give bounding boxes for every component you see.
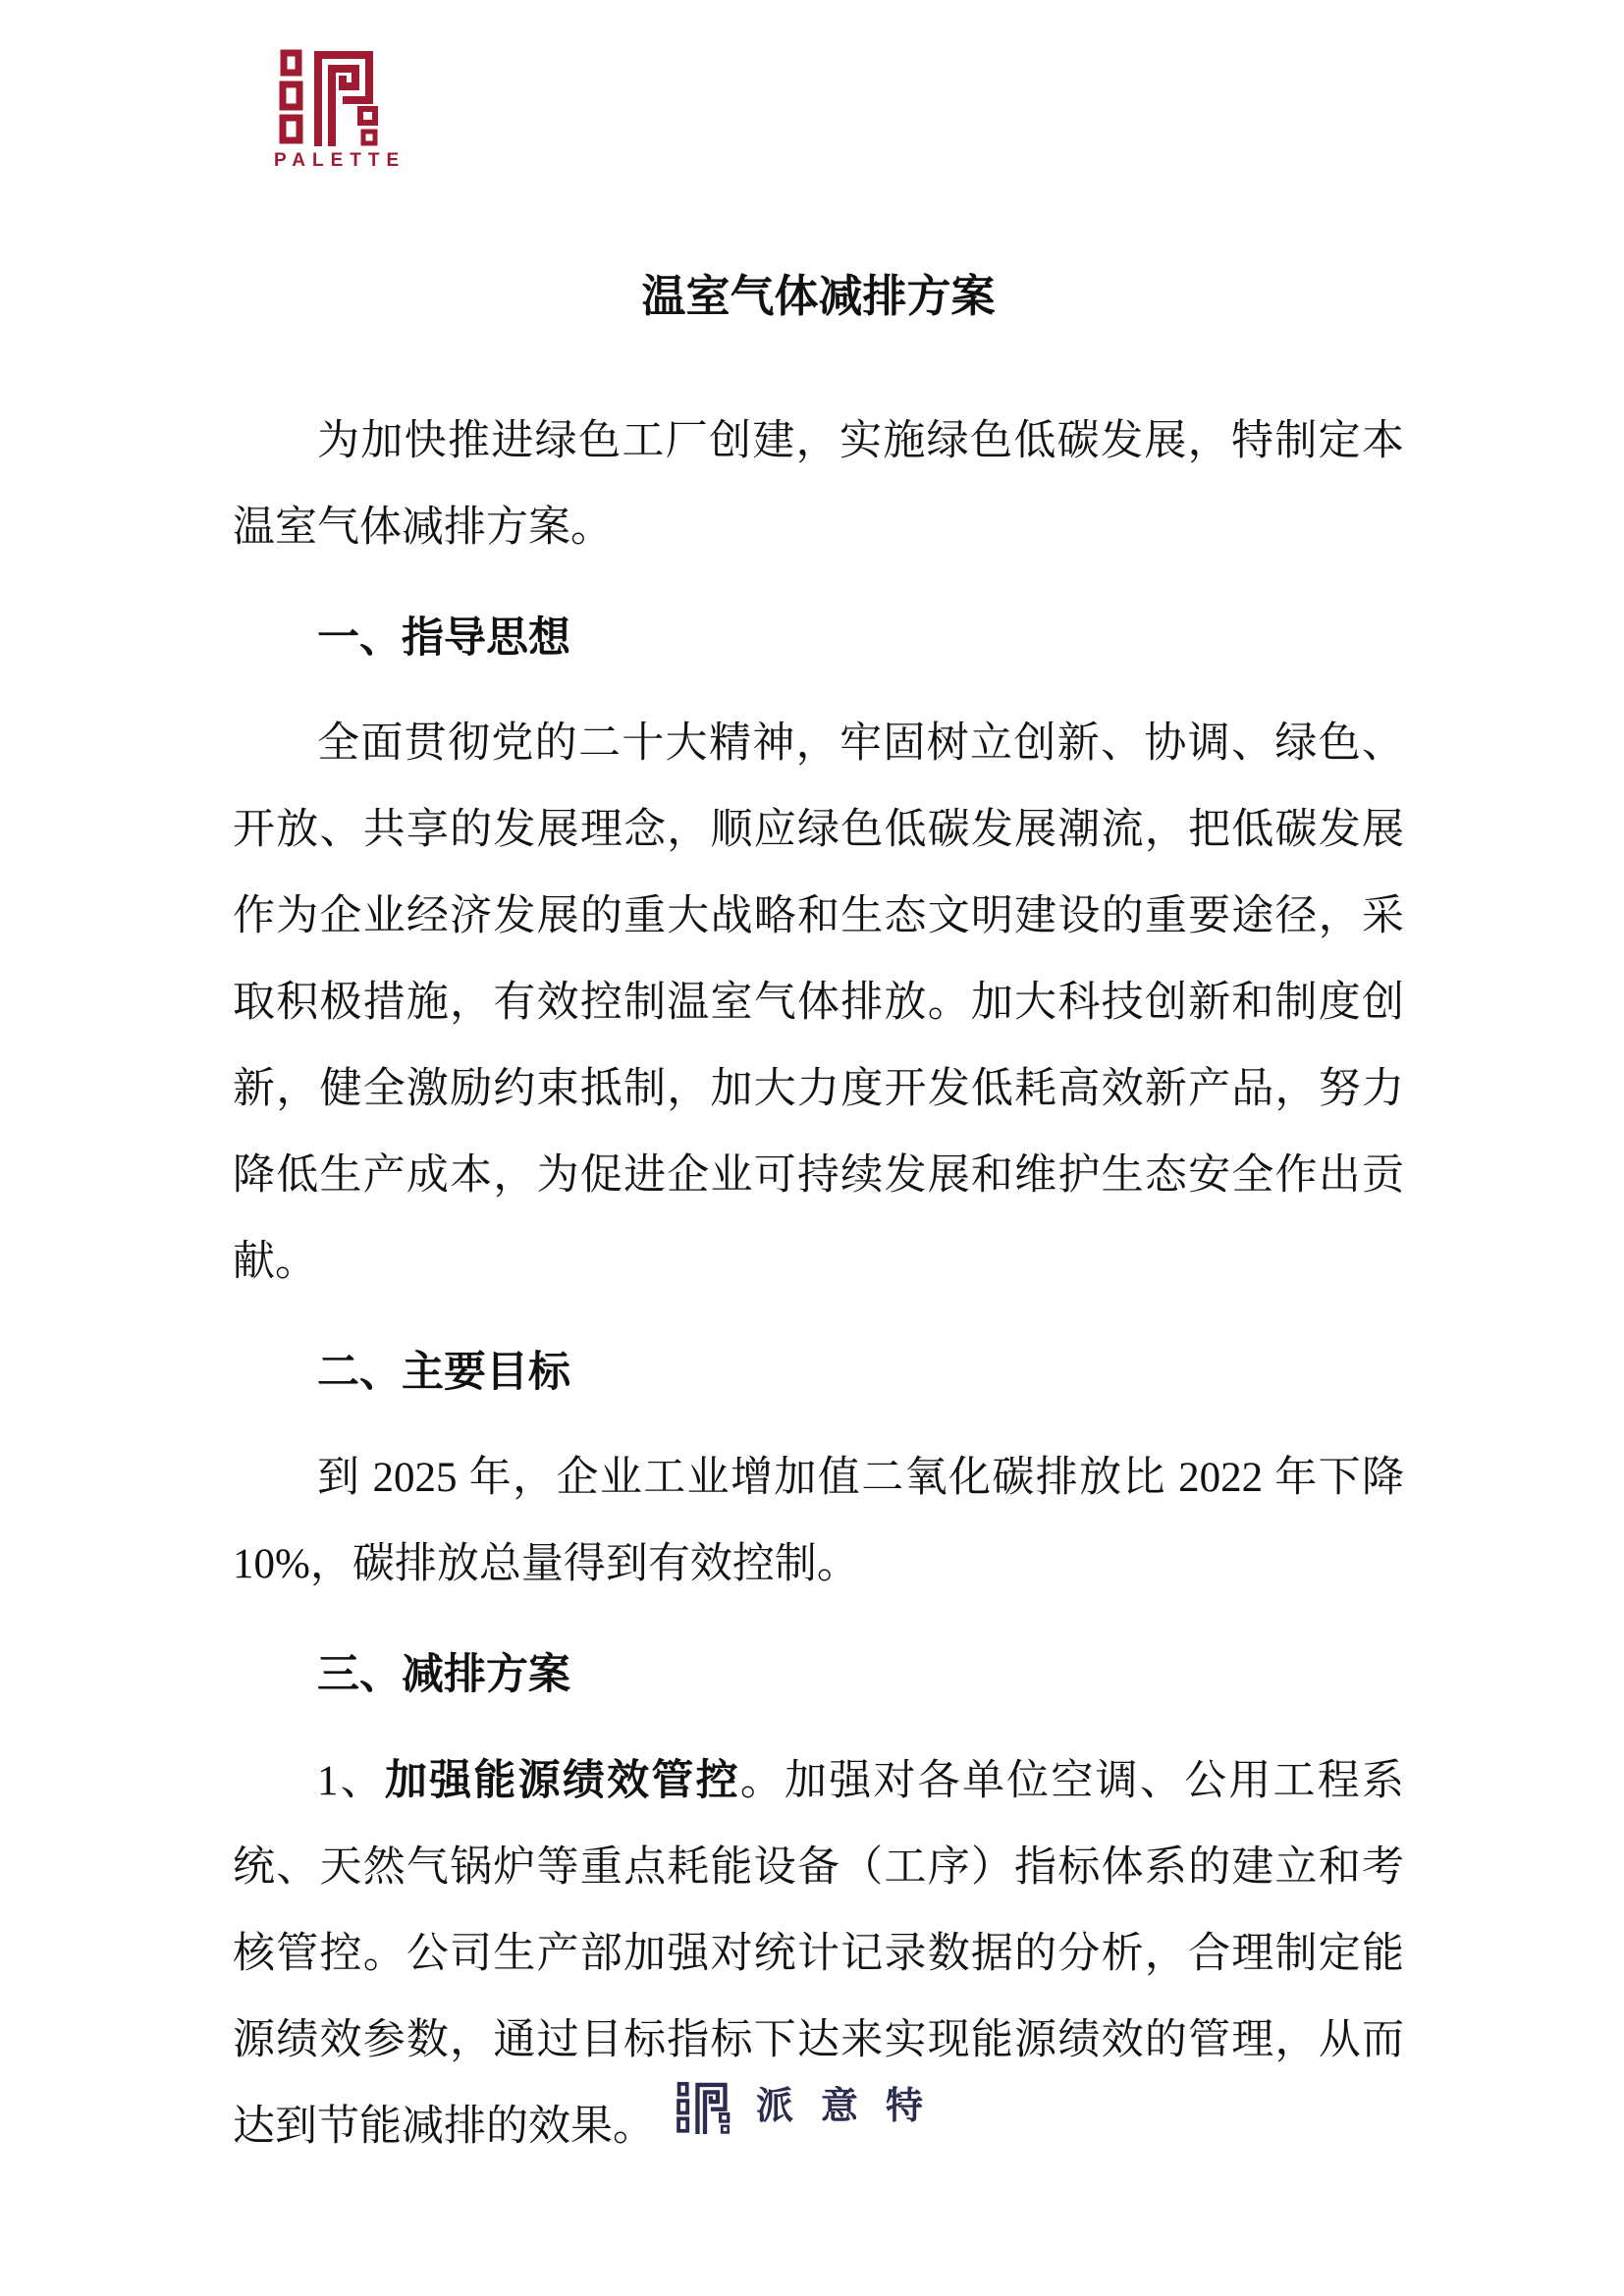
measure-number: 1、 bbox=[317, 1758, 385, 1804]
section-heading-3: 三、减排方案 bbox=[317, 1651, 570, 1698]
section-heading-2: 二、主要目标 bbox=[317, 1349, 570, 1396]
document-body bbox=[233, 253, 1404, 2170]
footer-wordmark: 派意特 bbox=[755, 2086, 950, 2127]
measure-text: 。加强对各单位空调、公用工程系统、天然气锅炉等重点耗能设备（工序）指标体系的建立和考核管控。公司生产部加强对统计记录数据的分析，合理制定能源绩效参数，通过目标指标下达来实现能源绩效的管理，从而达到节能减排的效果。 bbox=[233, 1758, 1405, 2150]
paiyite-maze-logo-icon bbox=[674, 2079, 736, 2134]
intro-paragraph: 为加快推进绿色工厂创建，实施绿色低碳发展，特制定本温室气体减排方案。 bbox=[233, 418, 1404, 551]
page-title: 温室气体减排方案 bbox=[641, 272, 996, 321]
section-paragraph-1: 全面贯彻党的二十大精神，牢固树立创新、协调、绿色、开放、共享的发展理念，顺应绿色低碳发展潮流，把低碳发展作为企业经济发展的重大战略和生态文明建设的重要途径，采取积极措施，有效控制温室气体排放。加大科技创新和制度创新，健全激励约束抵制，加大力度开发低耗高效新产品，努力降低生产成本，为促进企业可持续发展和维护生态安全作出贡献。 bbox=[233, 721, 1404, 1285]
brand-wordmark: PALETTE bbox=[274, 150, 406, 171]
section-paragraph-2: 到 2025 年，企业工业增加值二氧化碳排放比 2022 年下降 10%，碳排放总量得到有效控制。 bbox=[233, 1455, 1404, 1587]
footer-brand bbox=[0, 2079, 1624, 2134]
header-brand bbox=[267, 44, 406, 172]
section-heading-1: 一、指导思想 bbox=[317, 614, 570, 662]
measure-bold-label: 加强能源绩效管控 bbox=[384, 1757, 740, 1804]
palette-maze-logo-icon bbox=[272, 44, 392, 146]
